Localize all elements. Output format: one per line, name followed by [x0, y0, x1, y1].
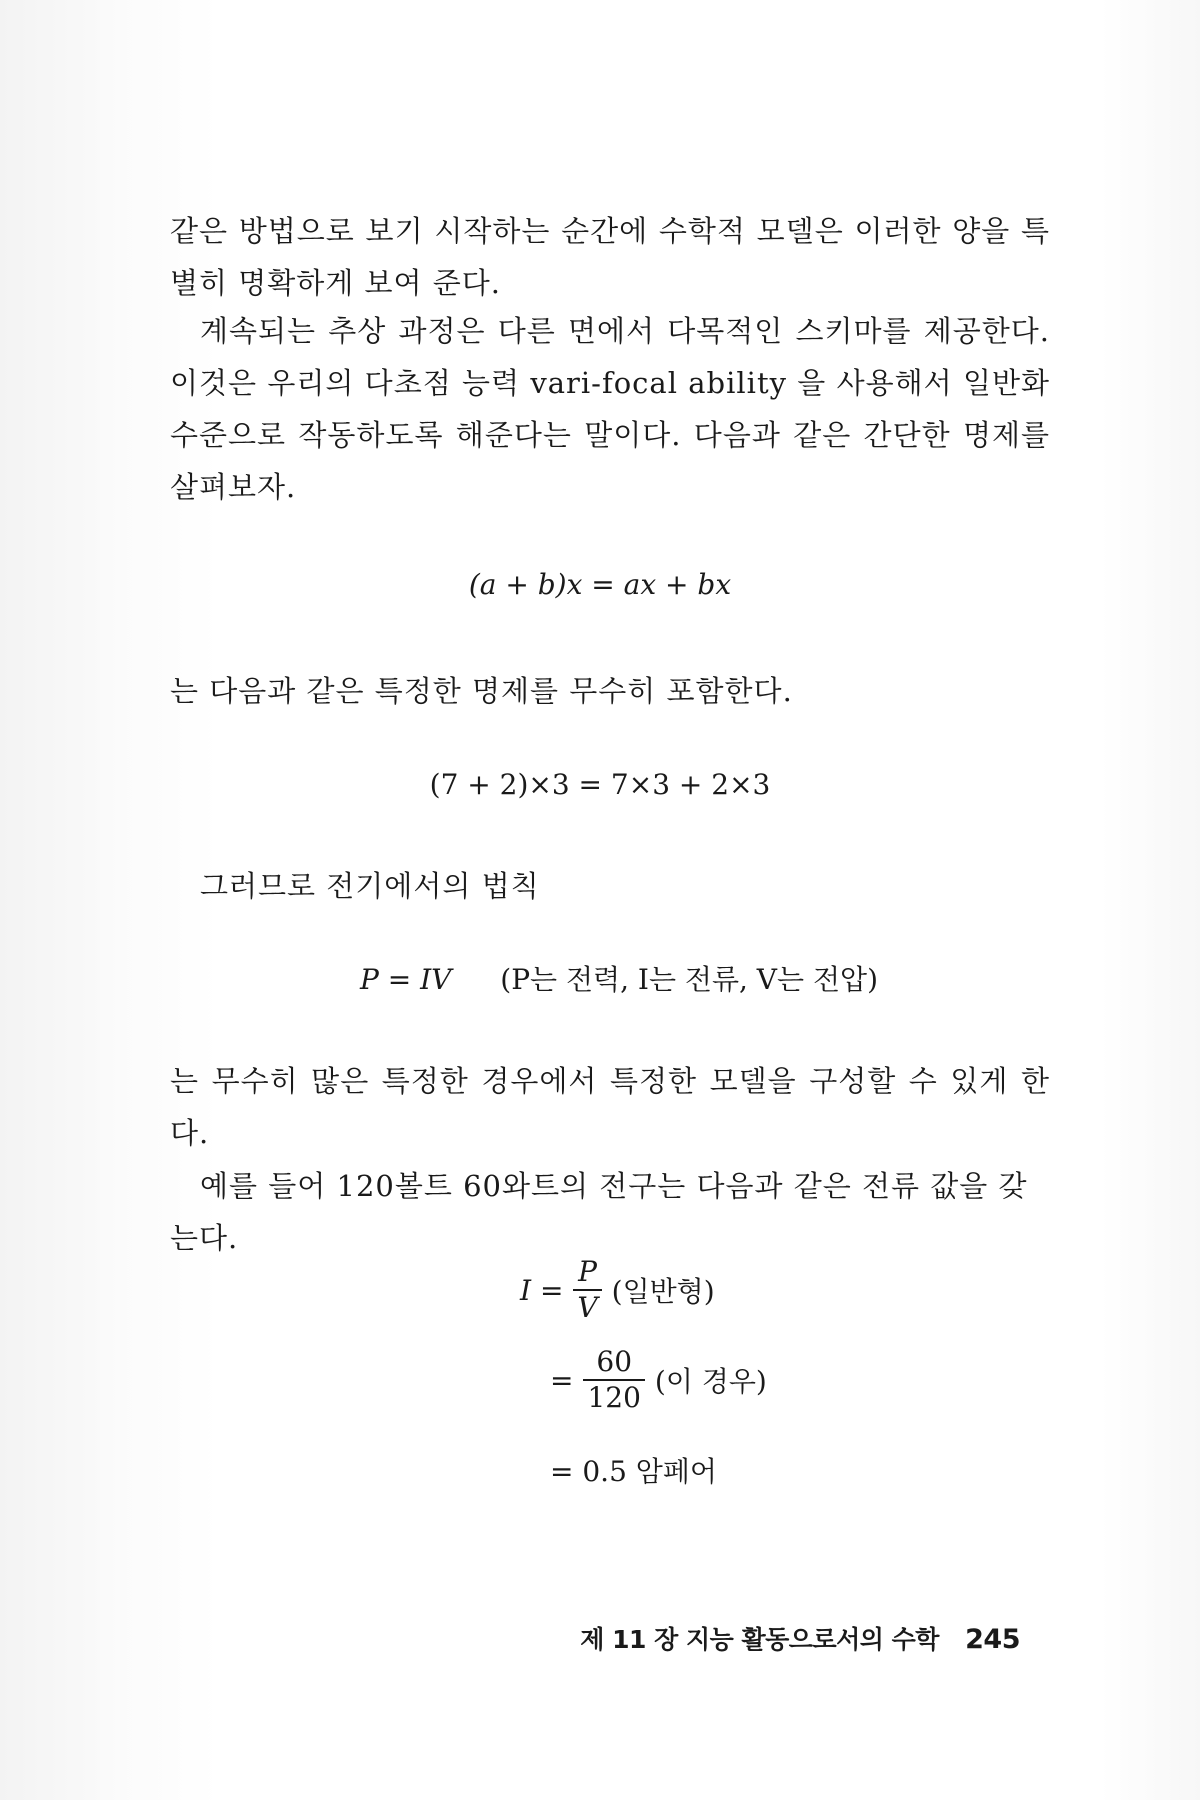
paragraph-3: 는 다음과 같은 특정한 명제를 무수히 포함한다. — [170, 674, 793, 708]
chapter-title: 제 11 장 지능 활동으로서의 수학 — [580, 1625, 939, 1654]
fraction-60-over-120 — [583, 1345, 644, 1415]
fraction-numerator: 60 — [596, 1345, 633, 1378]
paragraph-1: 같은 방법으로 보기 시작하는 순간에 수학적 모델은 이러한 양을 특별히 명확하게 보여 준다. — [170, 214, 1050, 300]
current-specific-formula — [550, 1345, 767, 1415]
fraction-denominator: V — [573, 1289, 601, 1325]
general-form-note: (일반형) — [611, 1275, 715, 1308]
formula-distributive-specific: (7 + 2)×3 = 7×3 + 2×3 — [429, 768, 771, 801]
formula-power-law-row — [360, 960, 920, 1000]
page-footer — [580, 1620, 1020, 1656]
paragraph-6: 예를 들어 120볼트 60와트의 전구는 다음과 같은 전류 값을 갖는다. — [170, 1169, 1028, 1255]
paragraph-2: 계속되는 추상 과정은 다른 면에서 다목적인 스키마를 제공한다. 이것은 우리의 다초점 능력 vari-focal ability 을 사용해서 일반화 수준으로 작동하도록 해준다는 말이다. 다음과 같은 간단한 명제를 살펴보자. — [170, 314, 1050, 504]
formula-power-law-note: (P는 전력, I는 전류, V는 전압) — [500, 963, 879, 996]
formula-power-law: P = IV — [360, 963, 452, 996]
this-case-note: (이 경우) — [654, 1365, 767, 1398]
current-general-formula — [520, 1255, 715, 1325]
fraction-denominator: 120 — [583, 1379, 644, 1415]
paragraph-5: 는 무수히 많은 특정한 경우에서 특정한 모델을 구성할 수 있게 한다. — [170, 1064, 1050, 1150]
current-lhs: I = — [520, 1273, 564, 1307]
current-result — [550, 1450, 717, 1490]
fraction-p-over-v — [573, 1255, 601, 1325]
paragraph-4: 그러므로 전기에서의 법칙 — [200, 869, 540, 903]
formula-distributive-general: (a + b)x = ax + bx — [468, 568, 732, 601]
result-value: = 0.5 암페어 — [550, 1455, 717, 1488]
page-number: 245 — [965, 1624, 1020, 1655]
fraction-numerator: P — [578, 1255, 597, 1288]
equals-sign: = — [550, 1363, 574, 1397]
